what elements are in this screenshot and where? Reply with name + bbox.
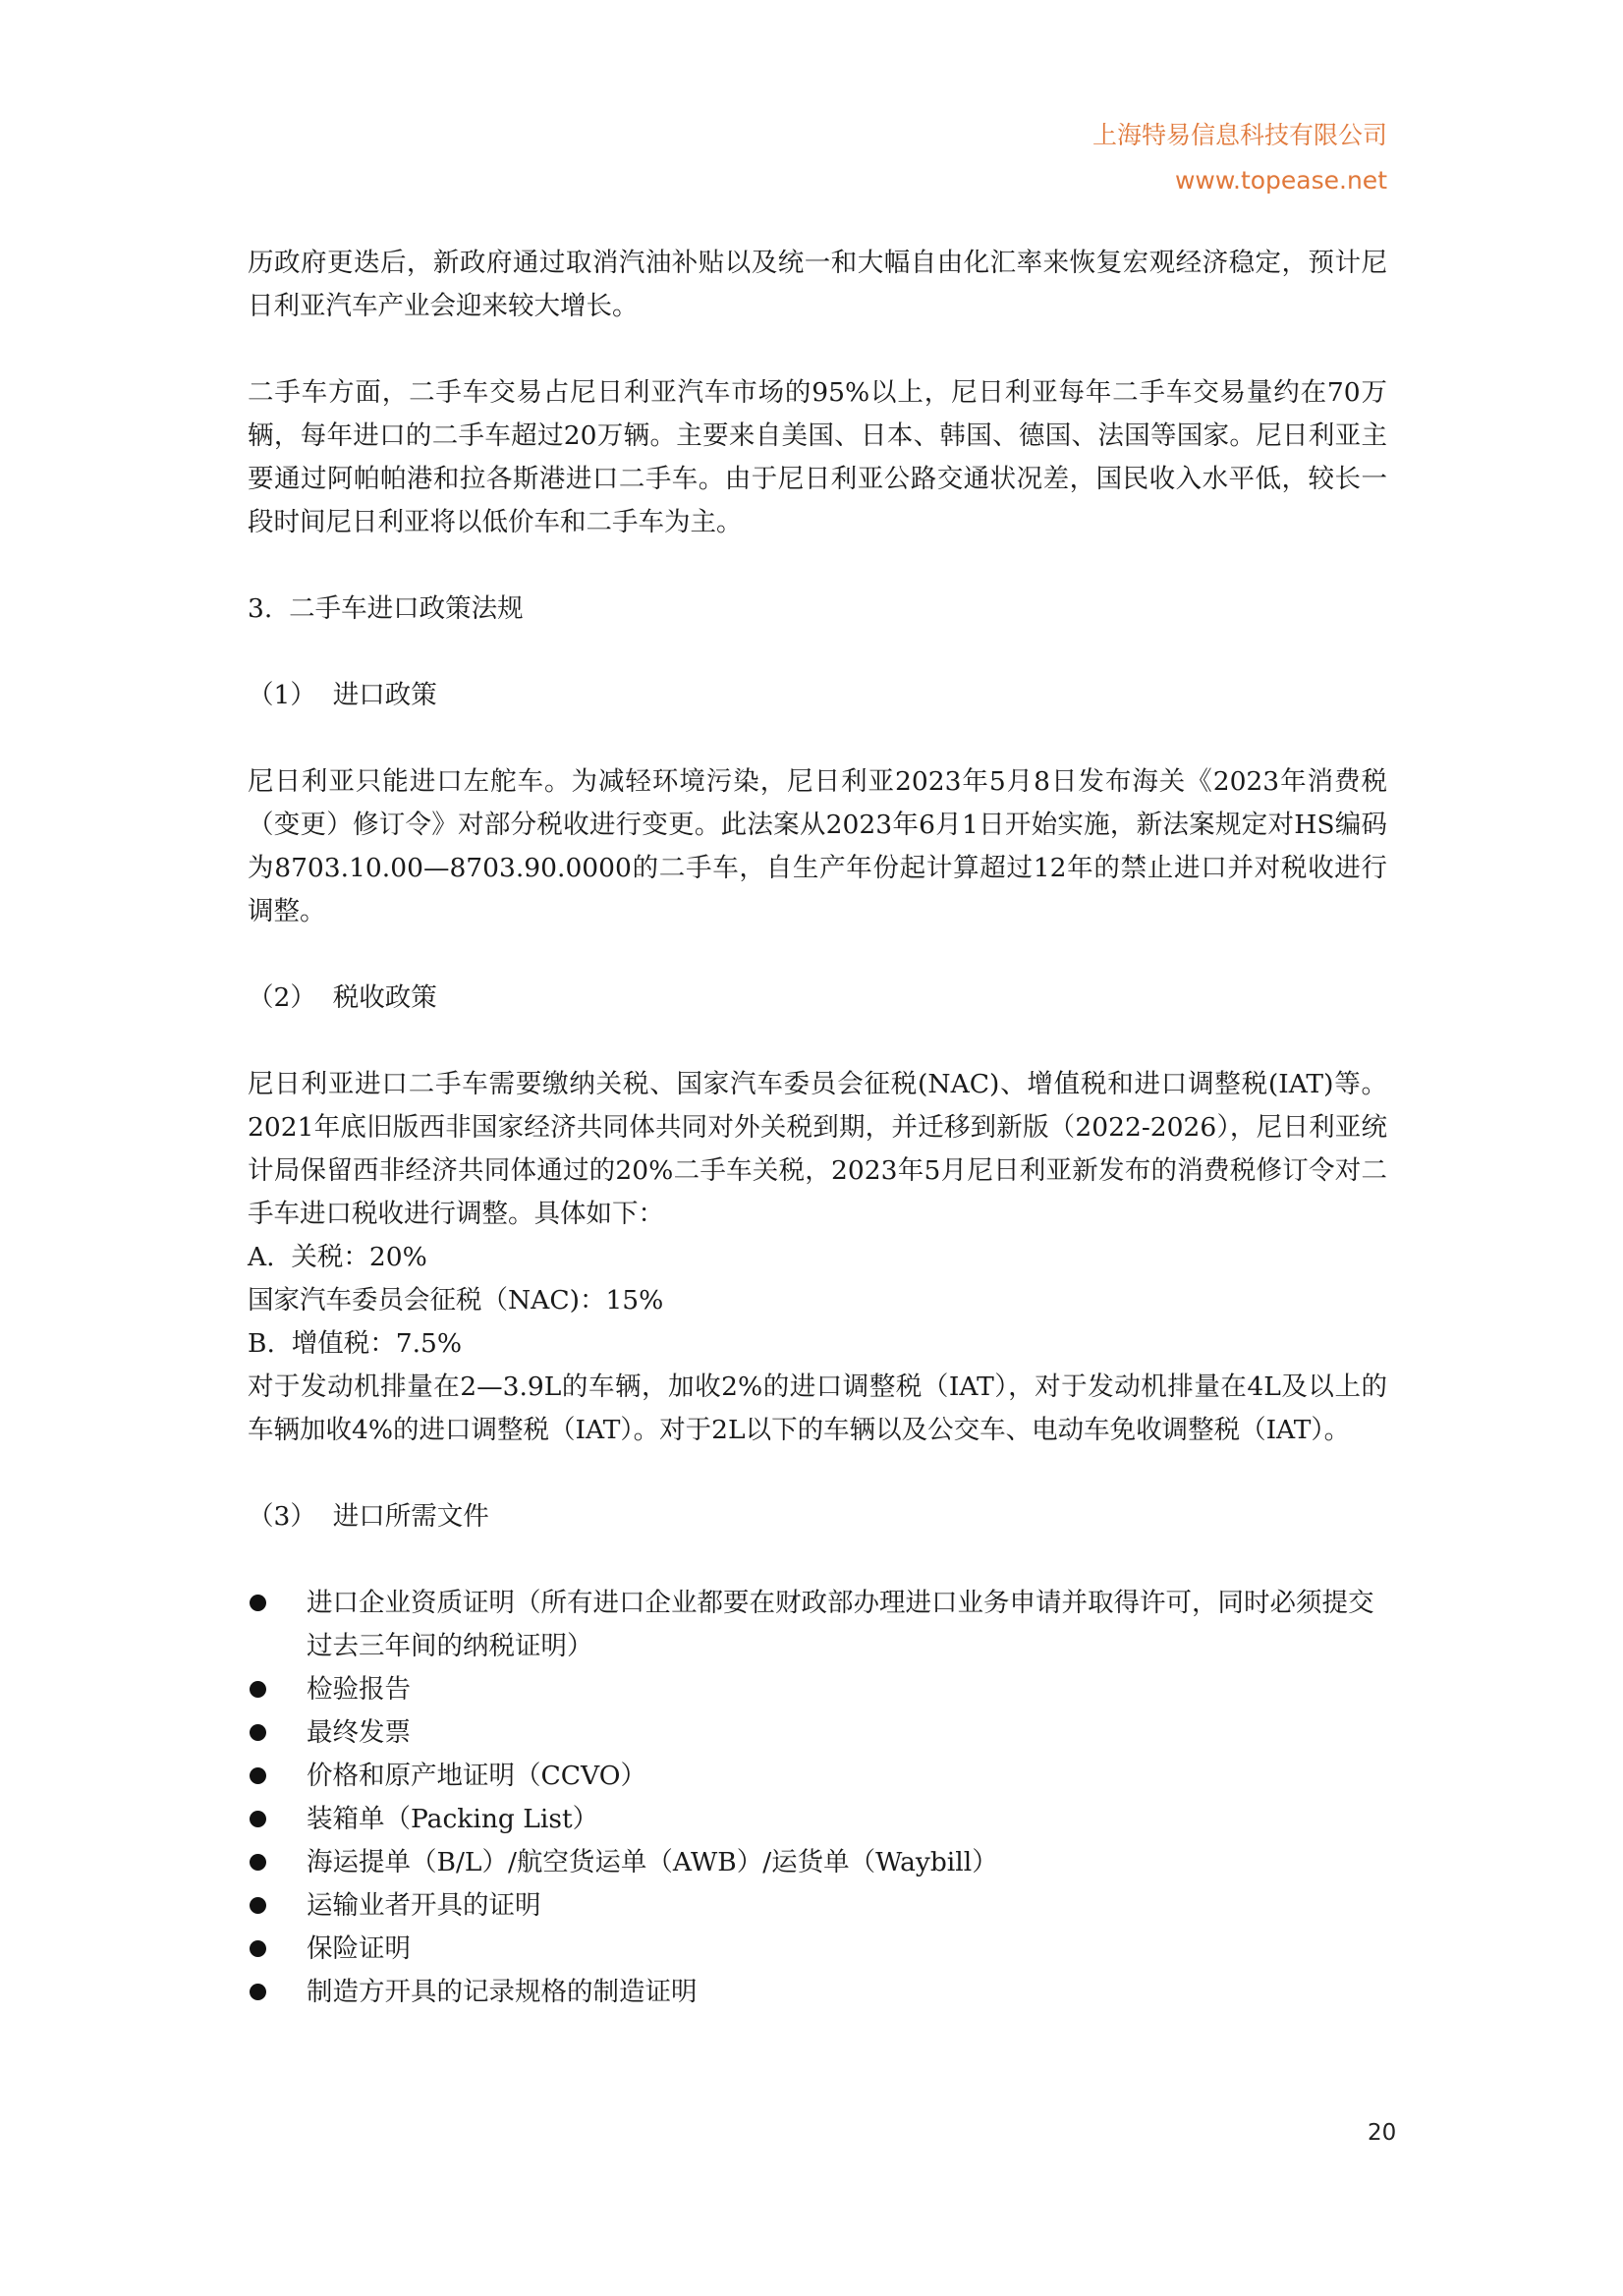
document-body [248,242,1387,2014]
paragraph-economy: 历政府更迭后，新政府通过取消汽油补贴以及统一和大幅自由化汇率来恢复宏观经济稳定，预计尼日利亚汽车产业会迎来较大增长。 [248,248,1387,321]
subsection-heading-documents: （3） 进口所需文件 [248,1501,489,1532]
bullet-icon [250,1811,266,1827]
list-item [248,1841,1387,1884]
required-documents-list [248,1582,1387,2014]
list-item [248,1668,1387,1711]
bullet-icon [250,1681,266,1698]
list-item-text: 检验报告 [307,1674,411,1705]
list-item [248,1884,1387,1928]
paragraph-used-cars: 二手车方面，二手车交易占尼日利亚汽车市场的95%以上，尼日利亚每年二手车交易量约在70万辆，每年进口的二手车超过20万辆。主要来自美国、日本、韩国、德国、法国等国家。尼日利亚主要通过阿帕帕港和拉各斯港进口二手车。由于尼日利亚公路交通状况差，国民收入水平低，较长一段时间尼日利亚将以低价车和二手车为主。 [248,377,1387,537]
bullet-icon [250,1724,266,1741]
list-item [248,1971,1387,2014]
list-item-text: 装箱单（Packing List） [307,1804,599,1834]
tax-line-vat: B. 增值税：7.5% [248,1328,463,1359]
tax-line-nac: 国家汽车委员会征税（NAC)：15% [248,1285,664,1316]
paragraph-iat: 对于发动机排量在2—3.9L的车辆，加收2%的进口调整税（IAT），对于发动机排量在4L及以上的车辆加收4%的进口调整税（IAT）。对于2L以下的车辆以及公交车、电动车免收调整税（IAT）。 [248,1372,1387,1445]
paragraph-import-policy: 尼日利亚只能进口左舵车。为减轻环境污染，尼日利亚2023年5月8日发布海关《2023年消费税（变更）修订令》对部分税收进行变更。此法案从2023年6月1日开始实施，新法案规定对HS编码为8703.10.00—8703.90.0000的二手车，自生产年份起计算超过12年的禁止进口并对税收进行调整。 [248,766,1387,926]
company-website: www.topease.net [1174,166,1387,195]
list-item-text: 海运提单（B/L）/航空货运单（AWB）/运货单（Waybill） [307,1847,998,1877]
subsection-heading-tax-policy: （2） 税收政策 [248,982,437,1013]
page-number: 20 [1368,2120,1397,2146]
subsection-heading-import-policy: （1） 进口政策 [248,680,437,710]
list-item-text: 进口企业资质证明（所有进口企业都要在财政部办理进口业务申请并取得许可，同时必须提交过去三年间的纳税证明） [307,1588,1374,1661]
list-item [248,1798,1387,1841]
list-item [248,1582,1387,1668]
bullet-icon [250,1595,266,1611]
list-item-text: 制造方开具的记录规格的制造证明 [307,1977,698,2007]
list-item [248,1755,1387,1798]
list-item-text: 保险证明 [307,1933,411,1964]
paragraph-tax-policy: 尼日利亚进口二手车需要缴纳关税、国家汽车委员会征税(NAC)、增值税和进口调整税(IAT)等。2021年底旧版西非国家经济共同体共同对外关税到期，并迁移到新版（2022-2026），尼日利亚统计局保留西非经济共同体通过的20%二手车关税，2023年5月尼日利亚新发布的消费税修订令对二手车进口税收进行调整。具体如下： [248,1069,1387,1229]
list-item-text: 运输业者开具的证明 [307,1890,541,1921]
list-item [248,1928,1387,1971]
list-item-text: 价格和原产地证明（CCVO） [307,1761,646,1791]
section-heading: 3. 二手车进口政策法规 [248,593,524,624]
page-header [1092,116,1387,200]
bullet-icon [250,1854,266,1871]
bullet-icon [250,1984,266,2000]
company-name: 上海特易信息科技有限公司 [1091,121,1387,149]
tax-line-tariff: A. 关税：20% [248,1242,427,1272]
bullet-icon [250,1940,266,1957]
list-item [248,1711,1387,1755]
list-item-text: 最终发票 [307,1717,411,1748]
bullet-icon [250,1897,266,1914]
bullet-icon [250,1767,266,1784]
